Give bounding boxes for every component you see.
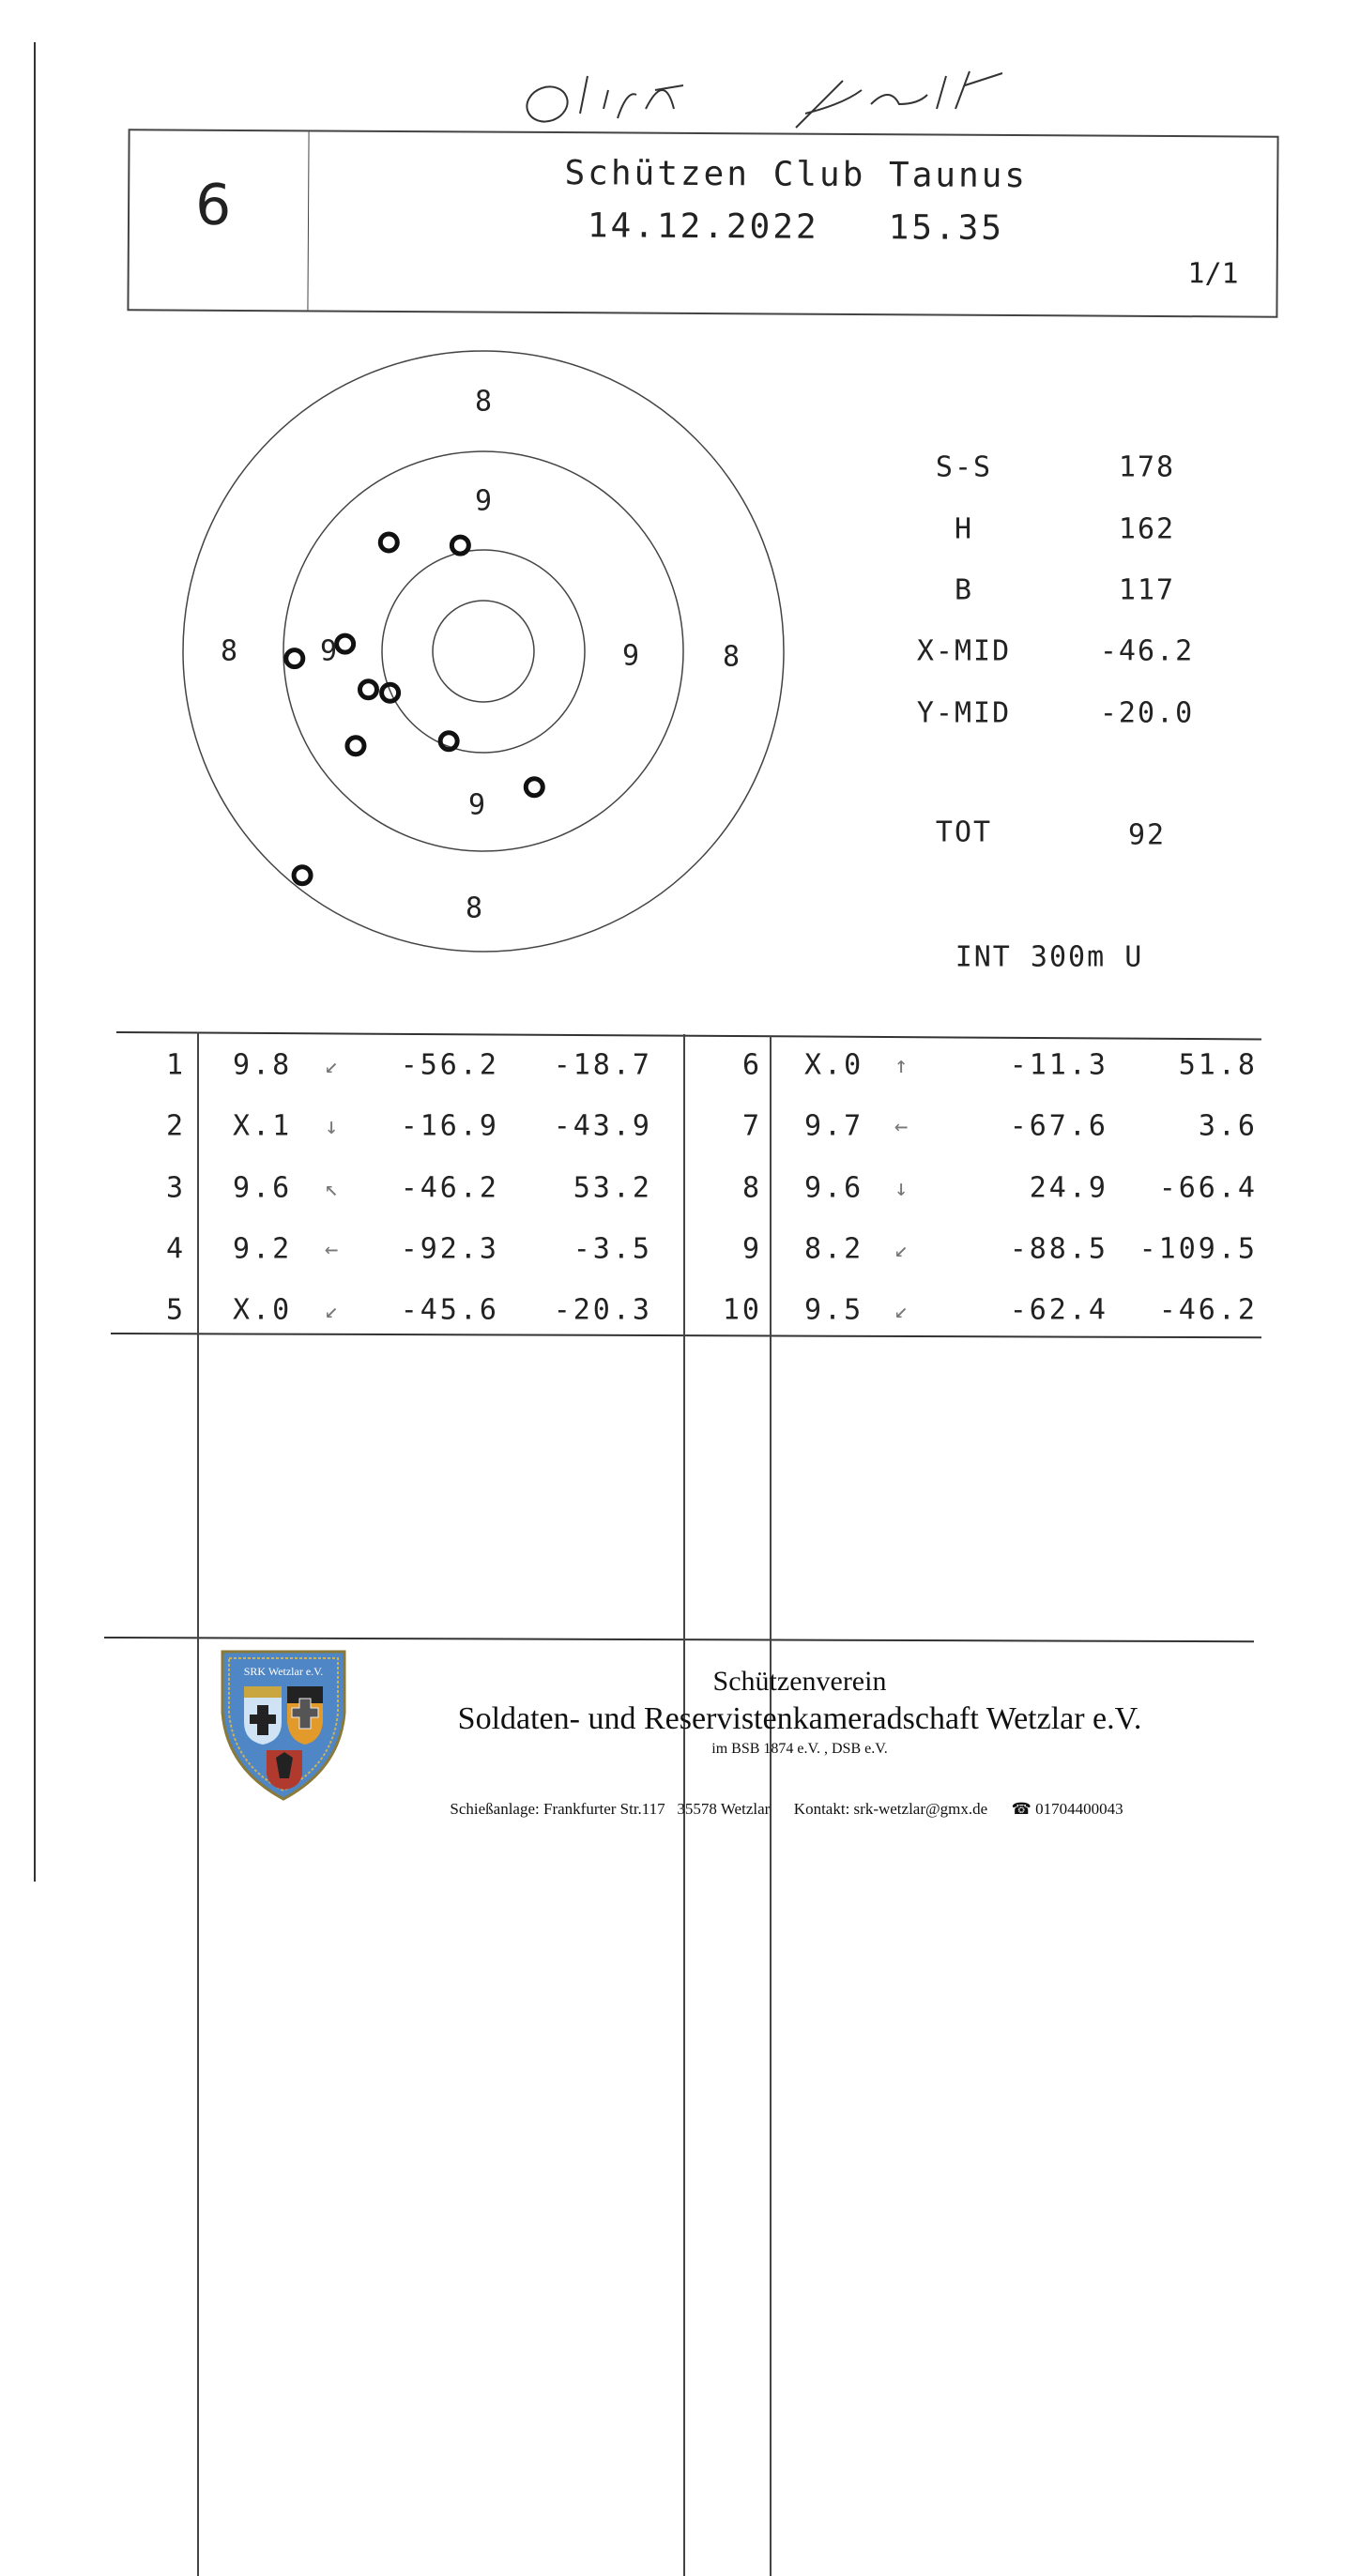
phone-icon: ☎: [1011, 1800, 1031, 1818]
shot-n: 2: [165, 1109, 186, 1143]
shot-y: -66.4: [1158, 1171, 1258, 1205]
shot-score: 9.6: [233, 1171, 293, 1205]
shot-n: 7: [741, 1109, 762, 1143]
shot-n: 10: [722, 1293, 762, 1327]
shot-y: -18.7: [553, 1048, 652, 1082]
shot-n: 4: [165, 1232, 186, 1266]
shot-arrow: ↓: [894, 1175, 911, 1201]
shot-y: -43.9: [553, 1109, 652, 1143]
stat-value: -20.0: [1099, 696, 1195, 730]
table-mid-line: [111, 1333, 1261, 1338]
shot-x: -56.2: [400, 1048, 499, 1082]
ring-label: 8: [474, 385, 493, 419]
contact-email: Kontakt: srk-wetzlar@gmx.de: [793, 1800, 988, 1818]
footer-line1: Schützenverein: [712, 1666, 887, 1697]
shot-y: -20.3: [553, 1293, 652, 1327]
shot-x: -46.2: [400, 1171, 499, 1205]
stat-value: 178: [1118, 450, 1176, 484]
shot-score: 9.2: [233, 1232, 293, 1266]
stat-value: 162: [1118, 512, 1176, 546]
shot-y: -46.2: [1158, 1293, 1258, 1327]
shot-y: 3.6: [1198, 1109, 1258, 1143]
stat-label: B: [954, 573, 974, 607]
shot-hole: [347, 738, 364, 755]
stat-label: S-S: [935, 450, 993, 484]
club-name: Schützen Club Taunus: [564, 154, 1029, 196]
shot-n: 9: [741, 1232, 762, 1266]
shot-x: -67.6: [1009, 1109, 1108, 1143]
shot-score: 9.7: [804, 1109, 864, 1143]
ring-label: 8: [465, 892, 483, 925]
shot-y: 53.2: [573, 1171, 652, 1205]
table-divider: [197, 1032, 199, 2576]
shot-n: 5: [165, 1293, 186, 1327]
ring-label: 9: [474, 484, 493, 518]
shot-n: 6: [741, 1048, 762, 1082]
shot-y: -3.5: [573, 1232, 652, 1266]
shot-score: 9.5: [804, 1293, 864, 1327]
shot-x: -11.3: [1009, 1048, 1108, 1082]
footer-line2: Soldaten- und Reservistenkameradschaft Wetzlar e.V.: [457, 1701, 1142, 1736]
table-top-line: [116, 1031, 1261, 1040]
shot-hole: [451, 537, 468, 554]
ring-label: 9: [467, 788, 486, 822]
stat-value: 92: [1127, 818, 1167, 852]
table-bottom-line: [104, 1637, 1254, 1642]
shot-score: X.0: [804, 1048, 864, 1082]
shot-score: 9.8: [233, 1048, 293, 1082]
shot-hole: [382, 684, 399, 701]
stat-label: X-MID: [916, 634, 1012, 668]
shot-hole: [337, 635, 354, 652]
ring-label: 9: [621, 639, 640, 673]
stat-label: Y-MID: [916, 696, 1012, 730]
ring-label: 8: [220, 634, 238, 668]
shot-score: 8.2: [804, 1232, 864, 1266]
ring-inner: [433, 601, 534, 702]
shot-n: 8: [741, 1171, 762, 1205]
shot-y: -109.5: [1138, 1232, 1258, 1266]
stat-value: 117: [1118, 573, 1176, 607]
discipline: INT 300m U: [955, 940, 1144, 974]
shot-arrow: ↑: [894, 1052, 911, 1078]
club-logo: [218, 1647, 349, 1802]
footer-contact-line: [450, 1800, 1123, 1819]
ring-label: 9: [319, 634, 338, 668]
lane-number: 6: [194, 172, 232, 238]
ring-label: 8: [722, 640, 741, 674]
shot-arrow: ←: [325, 1236, 342, 1262]
svg-text:SRK Wetzlar e.V.: SRK Wetzlar e.V.: [243, 1665, 324, 1678]
shot-x: -62.4: [1009, 1293, 1108, 1327]
shot-score: X.0: [233, 1293, 293, 1327]
shot-arrow: ↖: [325, 1175, 342, 1201]
shot-arrow: ↙: [894, 1297, 911, 1323]
stat-label: TOT: [935, 815, 993, 849]
shot-arrow: ←: [894, 1113, 911, 1139]
shot-hole: [359, 681, 376, 698]
shot-y: 51.8: [1178, 1048, 1258, 1082]
shot-x: -45.6: [400, 1293, 499, 1327]
ring-8-outer: [183, 351, 784, 952]
stat-label: H: [954, 512, 974, 546]
footer-line3: im BSB 1874 e.V. , DSB e.V.: [711, 1741, 888, 1757]
shot-hole: [294, 867, 311, 884]
address: Schießanlage: Frankfurter Str.117 35578 Wetzlar: [450, 1800, 771, 1818]
shot-x: -88.5: [1009, 1232, 1108, 1266]
shot-score: X.1: [233, 1109, 293, 1143]
page-indicator: 1/1: [1187, 257, 1239, 291]
shot-n: 3: [165, 1171, 186, 1205]
shot-score: 9.6: [804, 1171, 864, 1205]
shot-hole: [526, 779, 542, 796]
shot-hole: [286, 650, 303, 667]
shot-n: 1: [165, 1048, 186, 1082]
shot-hole: [380, 534, 397, 551]
shot-x: 24.9: [1029, 1171, 1108, 1205]
phone-number: 01704400043: [1035, 1800, 1123, 1818]
date-time: 14.12.2022 15.35: [587, 206, 1005, 248]
shot-arrow: ↙: [325, 1297, 342, 1323]
shot-x: -16.9: [400, 1109, 499, 1143]
shot-x: -92.3: [400, 1232, 499, 1266]
shot-arrow: ↙: [325, 1052, 342, 1078]
shot-marks: [286, 534, 542, 884]
ring-10-outer: [382, 550, 585, 753]
shot-arrow: ↙: [894, 1236, 911, 1262]
stat-value: -46.2: [1099, 634, 1195, 668]
shot-arrow: ↓: [325, 1113, 342, 1139]
